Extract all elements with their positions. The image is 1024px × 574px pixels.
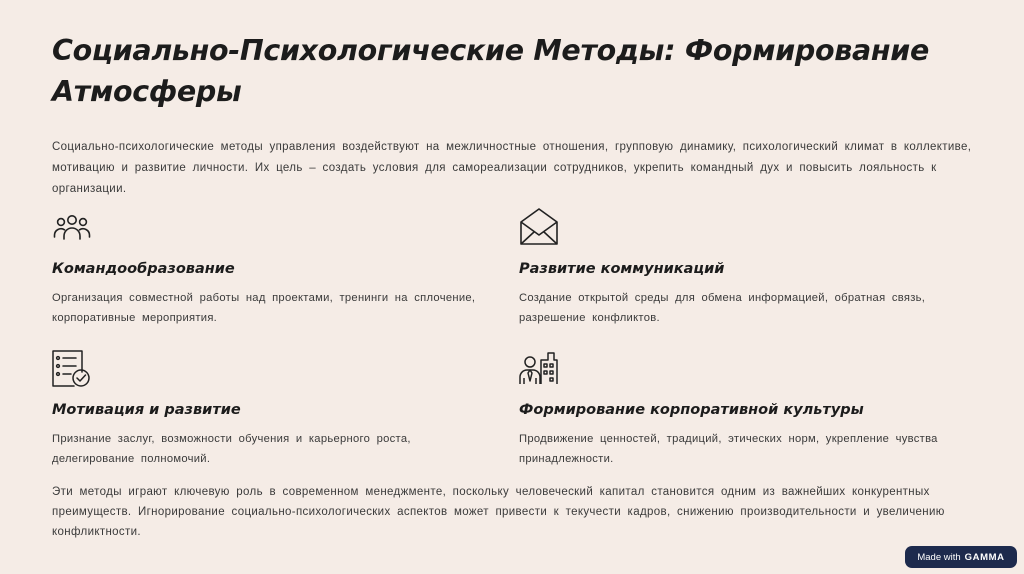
gamma-logo: GAMMA (964, 551, 1005, 563)
envelope-icon (519, 206, 559, 246)
card-communications (519, 206, 959, 330)
card-team-building (52, 209, 492, 329)
badge-prefix: Made with (917, 551, 961, 563)
card-text: Организация совместной работы над проектами, тренинги на сплочение, корпоративные мероприятия. (52, 292, 476, 324)
card-heading: Развитие коммуникаций (519, 261, 725, 277)
page-title: Социально-Психологические Методы: Формирование Атмосферы (52, 34, 930, 108)
checklist-icon (52, 349, 92, 389)
business-person-building-icon (519, 350, 559, 390)
card-text: Признание заслуг, возможности обучения и карьерного роста, делегирование полномочий. (52, 433, 411, 465)
conclusion-paragraph: Эти методы играют ключевую роль в современном менеджменте, поскольку человеческий капитал становится одним из важнейших конкурентных преимуществ. Игнорирование социально-психологических аспектов может привести к текучести кадров, снижению производительности и увеличению конфликтности. (52, 486, 945, 538)
card-heading: Формирование корпоративной культуры (519, 402, 864, 418)
made-with-gamma-badge[interactable] (905, 546, 1017, 568)
card-heading: Командообразование (52, 261, 235, 277)
card-heading: Мотивация и развитие (52, 402, 241, 418)
team-icon (52, 209, 92, 249)
card-text: Создание открытой среды для обмена информацией, обратная связь, разрешение конфликтов. (519, 292, 926, 324)
card-motivation (52, 349, 492, 469)
card-text: Продвижение ценностей, традиций, этических норм, укрепление чувства принадлежности. (519, 433, 938, 465)
card-corporate-culture (519, 350, 959, 470)
intro-paragraph: Социально-психологические методы управления воздействуют на межличностные отношения, групповую динамику, психологический климат в коллективе, мотивацию и развитие личности. Их цель – создать условия для самореализации сотрудников, укрепить командный дух и повысить лояльность к организации. (52, 141, 972, 195)
